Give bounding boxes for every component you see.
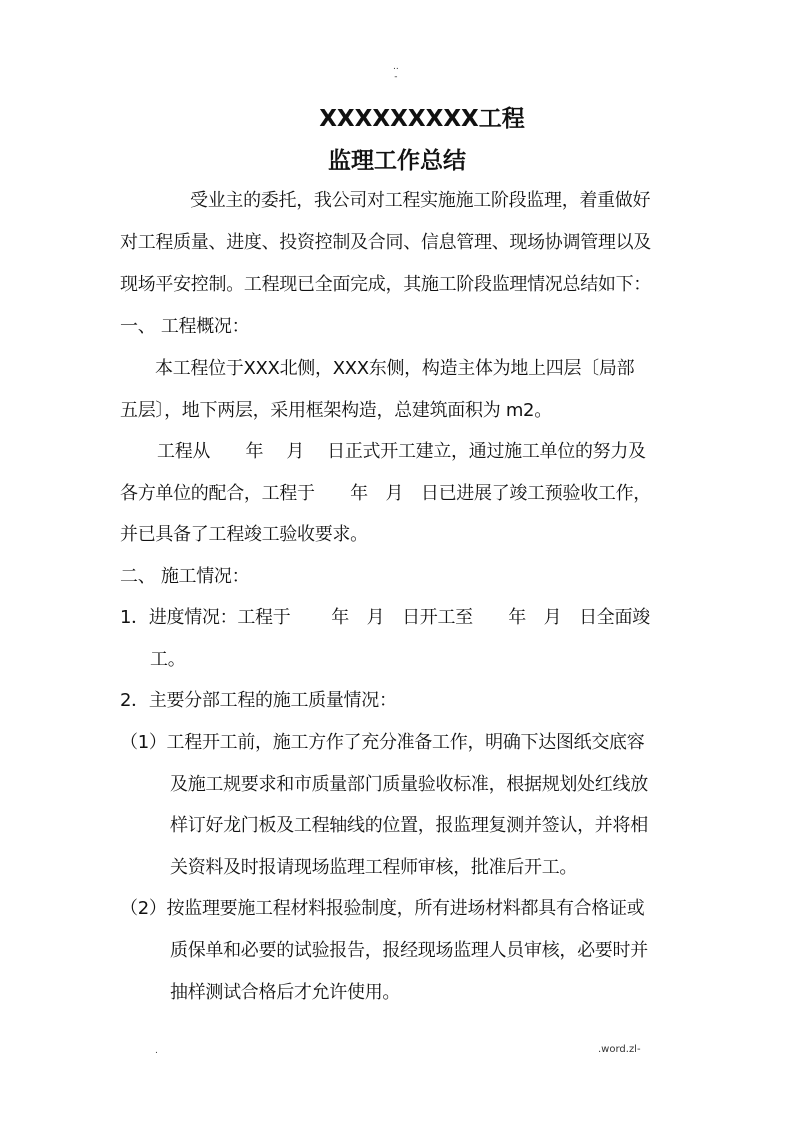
- intro-line: 受业主的委托，我公司对工程实施施工阶段监理，着重做好: [190, 190, 651, 211]
- sub-item: （1）工程开工前，施工方作了充分准备工作，明确下达图纸交底容: [120, 732, 645, 753]
- paragraph-line: 本工程位于XXX北侧，XXX东侧，构造主体为地上四层〔局部: [155, 358, 635, 379]
- paragraph-line: 五层〕，地下两层，采用框架构造，总建筑面积为 m2。: [120, 400, 552, 421]
- intro-line: 现场平安控制。工程现已全面完成，其施工阶段监理情况总结如下：: [120, 274, 651, 295]
- header-mark: .. -: [393, 62, 399, 82]
- section-heading: 二、 施工情况：: [120, 566, 250, 587]
- paragraph-line: 各方单位的配合，工程于 年 月 日已进展了竣工预验收工作，: [120, 483, 651, 504]
- sub-item: （2）按监理要施工程材料报验制度，所有进场材料都具有合格证或: [120, 898, 645, 919]
- list-item: 2．主要分部工程的施工质量情况：: [120, 690, 397, 711]
- list-item: 1．进度情况：工程于 年 月 日开工至 年 月 日全面竣: [120, 607, 650, 628]
- footer-watermark: .word.zl-: [598, 1044, 641, 1055]
- sub-item: 质保单和必要的试验报告，报经现场监理人员审核，必要时并: [170, 940, 648, 961]
- section-heading: 一、 工程概况：: [120, 316, 250, 337]
- document-title: XXXXXXXXX工程: [319, 106, 525, 132]
- paragraph-line: 工程从 年 月 日正式开工建立，通过施工单位的努力及: [157, 441, 646, 462]
- list-item: 工。: [150, 649, 186, 670]
- sub-item: 抽样测试合格后才允许使用。: [170, 982, 401, 1003]
- sub-item: 样订好龙门板及工程轴线的位置，报监理复测并签认，并将相: [170, 815, 648, 836]
- document-subtitle: 监理工作总结: [328, 148, 466, 174]
- paragraph-line: 并已具备了工程竣工验收要求。: [120, 524, 368, 545]
- sub-item: 关资料及时报请现场监理工程师审核，批准后开工。: [170, 857, 578, 878]
- intro-line: 对工程质量、进度、投资控制及合同、信息管理、现场协调管理以及: [120, 232, 651, 253]
- footer-dot: .: [155, 1046, 158, 1056]
- sub-item: 及施工规要求和市质量部门质量验收标准，根据规划处红线放: [170, 774, 648, 795]
